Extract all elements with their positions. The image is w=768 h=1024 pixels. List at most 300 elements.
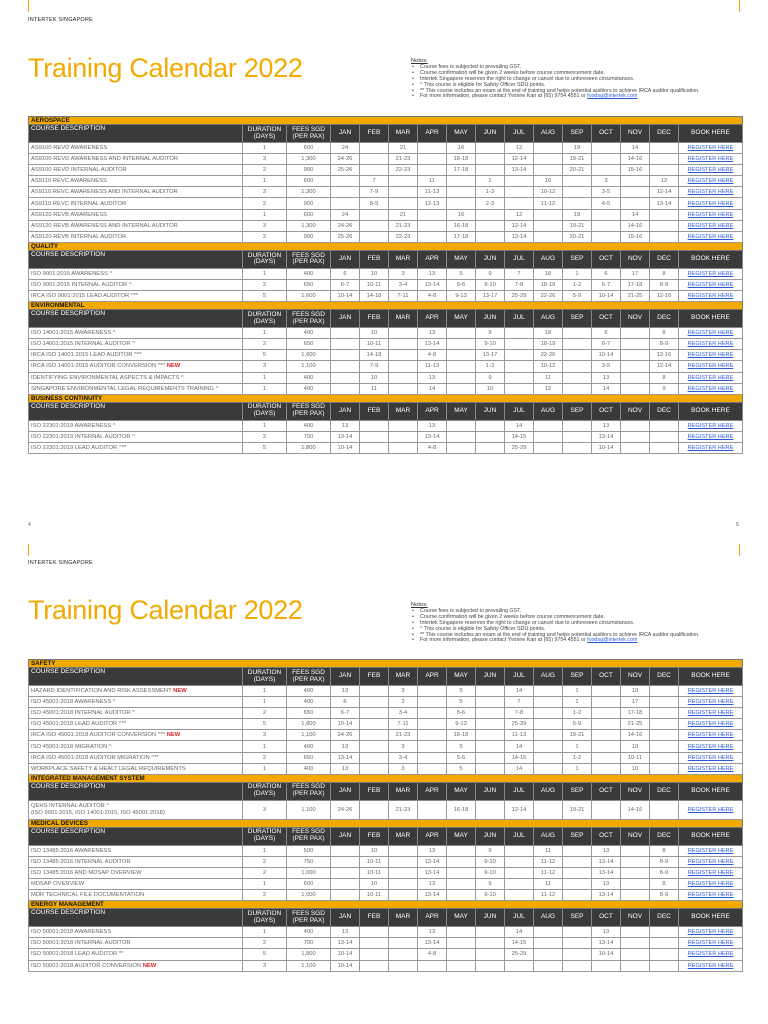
date-cell	[476, 154, 505, 165]
date-cell	[360, 708, 389, 719]
date-cell: 13	[418, 927, 447, 938]
register-link[interactable]: REGISTER HERE	[679, 800, 743, 819]
column-header-month: MAR	[389, 310, 418, 328]
register-link[interactable]: REGISTER HERE	[679, 927, 743, 938]
date-cell: 8-9	[650, 890, 679, 901]
register-link[interactable]: REGISTER HERE	[679, 697, 743, 708]
fee-cell: 1,300	[287, 154, 331, 165]
register-link[interactable]: REGISTER HERE	[679, 328, 743, 339]
column-header-course: COURSE DESCRIPTION	[29, 909, 243, 927]
date-cell: 17	[621, 268, 650, 279]
date-cell: 21	[389, 209, 418, 220]
register-link[interactable]: REGISTER HERE	[679, 708, 743, 719]
date-cell	[447, 176, 476, 187]
date-cell: 13	[418, 372, 447, 383]
column-header-row	[29, 827, 743, 845]
date-cell: 1	[476, 176, 505, 187]
duration-cell: 1	[243, 176, 287, 187]
date-cell	[389, 856, 418, 867]
page-number-right: 5	[736, 522, 739, 528]
date-cell: 5	[447, 763, 476, 774]
date-cell: 13-14	[418, 339, 447, 350]
fee-cell: 1,000	[287, 867, 331, 878]
date-cell	[592, 154, 621, 165]
date-cell: 25-29	[505, 949, 534, 960]
fee-cell: 1,300	[287, 220, 331, 231]
date-cell: 10-14	[592, 442, 621, 453]
column-header-course: COURSE DESCRIPTION	[29, 310, 243, 328]
date-cell	[505, 845, 534, 856]
date-cell	[650, 708, 679, 719]
column-header-month: APR	[418, 827, 447, 845]
date-cell: 7	[360, 176, 389, 187]
date-cell	[389, 383, 418, 394]
new-badge: NEW	[166, 732, 181, 739]
notes-item-text: ^ This course is eligible for Safety Officer SDU points.	[420, 81, 546, 88]
date-cell: 11-13	[418, 361, 447, 372]
date-cell	[447, 372, 476, 383]
date-cell: 10-14	[331, 442, 360, 453]
column-header-month: FEB	[360, 668, 389, 686]
date-cell	[476, 730, 505, 741]
course-name-text: ISO 14001:2015 AWARENESS ^	[31, 330, 116, 337]
date-cell: 16	[447, 143, 476, 154]
register-link[interactable]: REGISTER HERE	[679, 938, 743, 949]
register-link[interactable]: REGISTER HERE	[679, 856, 743, 867]
date-cell	[418, 730, 447, 741]
date-cell	[621, 442, 650, 453]
date-cell	[650, 420, 679, 431]
duration-cell: 1	[243, 420, 287, 431]
column-header-month: OCT	[592, 402, 621, 420]
date-cell: 13-14	[592, 431, 621, 442]
fee-cell: 600	[287, 176, 331, 187]
course-name	[29, 938, 243, 949]
date-cell	[534, 209, 563, 220]
date-cell: 5	[447, 268, 476, 279]
register-link[interactable]: REGISTER HERE	[679, 719, 743, 730]
date-cell	[418, 741, 447, 752]
course-name-text: AS9110 REVC AWARENESS	[31, 178, 107, 185]
fee-cell: 650	[287, 339, 331, 350]
date-cell	[360, 730, 389, 741]
duration-cell: 1	[243, 763, 287, 774]
date-cell	[360, 960, 389, 971]
date-cell	[621, 856, 650, 867]
date-cell: 14	[418, 383, 447, 394]
date-cell: 14-16	[621, 800, 650, 819]
column-header-month: APR	[418, 402, 447, 420]
duration-cell: 1	[243, 209, 287, 220]
table-row	[29, 291, 743, 302]
register-link[interactable]: REGISTER HERE	[679, 291, 743, 302]
date-cell: 3	[389, 763, 418, 774]
fee-cell: 650	[287, 708, 331, 719]
date-cell: 16-18	[447, 800, 476, 819]
course-name	[29, 220, 243, 231]
table-row	[29, 708, 743, 719]
course-name-text: IDENTIFYING ENVIRONMENTAL ASPECTS & IMPACTS ^	[31, 374, 184, 381]
date-cell	[476, 220, 505, 231]
table-row	[29, 154, 743, 165]
fee-cell: 400	[287, 328, 331, 339]
date-cell: 24-26	[331, 800, 360, 819]
date-cell	[563, 856, 592, 867]
date-cell	[476, 741, 505, 752]
fee-cell: 1,100	[287, 730, 331, 741]
date-cell	[505, 383, 534, 394]
date-cell: 13-14	[650, 198, 679, 209]
duration-cell: 5	[243, 949, 287, 960]
register-link[interactable]: REGISTER HERE	[679, 879, 743, 890]
date-cell	[534, 686, 563, 697]
register-link[interactable]: REGISTER HERE	[679, 949, 743, 960]
date-cell	[621, 176, 650, 187]
register-link[interactable]: REGISTER HERE	[679, 361, 743, 372]
date-cell	[621, 879, 650, 890]
date-cell	[563, 938, 592, 949]
notes-item-text: Course confirmation will be given 2 weeks before course commencement date.	[420, 613, 605, 620]
register-link[interactable]: REGISTER HERE	[679, 752, 743, 763]
section-title: MEDICAL DEVICES	[29, 819, 743, 827]
duration-cell: 1	[243, 697, 287, 708]
page-number-left: 4	[28, 522, 31, 528]
date-cell: 6	[592, 328, 621, 339]
course-name	[29, 383, 243, 394]
date-cell: 10	[621, 741, 650, 752]
course-name-text: ISO 45001:2018 LEAD AUDITOR ^**	[31, 721, 127, 728]
date-cell	[476, 143, 505, 154]
column-header-duration: DURATION (DAYS)	[243, 310, 287, 328]
register-link[interactable]: REGISTER HERE	[679, 279, 743, 290]
date-cell: 8	[650, 372, 679, 383]
date-cell: 13	[331, 420, 360, 431]
date-cell	[331, 856, 360, 867]
date-cell: 10	[360, 879, 389, 890]
column-header-fees: FEES SGD (PER PAX)	[287, 402, 331, 420]
table-row	[29, 176, 743, 187]
fee-cell: 400	[287, 697, 331, 708]
date-cell	[650, 960, 679, 971]
column-header-row	[29, 782, 743, 800]
column-header-month: FEB	[360, 310, 389, 328]
date-cell: 22-23	[389, 231, 418, 242]
course-name	[29, 697, 243, 708]
notes-item-text: ** This course includes an exam at the end of training and helps potential auditors to achieve IRCA auditor qualification.	[420, 631, 700, 638]
column-header-month: OCT	[592, 125, 621, 143]
course-name	[29, 420, 243, 431]
date-cell: 11	[360, 383, 389, 394]
column-header-month: DEC	[650, 250, 679, 268]
date-cell	[389, 198, 418, 209]
column-header-month: JUL	[505, 668, 534, 686]
date-cell	[447, 845, 476, 856]
column-header-month: JUN	[476, 827, 505, 845]
date-cell	[360, 949, 389, 960]
date-cell	[447, 361, 476, 372]
date-cell	[563, 383, 592, 394]
register-link[interactable]: REGISTER HERE	[679, 165, 743, 176]
contact-email-link[interactable]: foodsg@intertek.com	[587, 637, 638, 644]
date-cell	[418, 686, 447, 697]
register-link[interactable]: REGISTER HERE	[679, 372, 743, 383]
date-cell: 11-13	[505, 730, 534, 741]
course-name	[29, 361, 243, 372]
date-cell	[650, 220, 679, 231]
date-cell: 7-11	[389, 291, 418, 302]
register-link[interactable]: REGISTER HERE	[679, 686, 743, 697]
column-header-month: APR	[418, 782, 447, 800]
date-cell	[418, 231, 447, 242]
column-header-course: COURSE DESCRIPTION	[29, 782, 243, 800]
column-header-month: DEC	[650, 668, 679, 686]
register-link[interactable]: REGISTER HERE	[679, 198, 743, 209]
course-name-text: IRCA ISO 14001:2015 LEAD AUDITOR ^**	[31, 352, 142, 359]
column-header-month: JUL	[505, 402, 534, 420]
column-header-month: JAN	[331, 668, 360, 686]
date-cell: 13-14	[418, 431, 447, 442]
date-cell: 14	[621, 143, 650, 154]
date-cell: 9-10	[476, 867, 505, 878]
date-cell	[534, 800, 563, 819]
date-cell	[621, 339, 650, 350]
date-cell: 8	[650, 328, 679, 339]
section-title-row	[29, 117, 743, 125]
crop-mark	[28, 0, 29, 12]
register-link[interactable]: REGISTER HERE	[679, 763, 743, 774]
date-cell	[534, 960, 563, 971]
date-cell	[534, 165, 563, 176]
date-cell	[505, 890, 534, 901]
date-cell	[563, 176, 592, 187]
section-title-row	[29, 394, 743, 402]
register-link[interactable]: REGISTER HERE	[679, 339, 743, 350]
column-header-month: JAN	[331, 250, 360, 268]
register-link[interactable]: REGISTER HERE	[679, 268, 743, 279]
register-link[interactable]: REGISTER HERE	[679, 209, 743, 220]
notes-item-text: ** This course includes an exam at the end of training and helps potential auditors to achieve IRCA auditor qualification.	[420, 87, 700, 94]
page-title: Training Calendar 2022	[28, 595, 303, 625]
date-cell: 6-7	[331, 708, 360, 719]
register-link[interactable]: REGISTER HERE	[679, 431, 743, 442]
date-cell: 13	[331, 927, 360, 938]
date-cell	[650, 949, 679, 960]
contact-email-link[interactable]: foodsg@intertek.com	[587, 93, 638, 100]
section-title: INTEGRATED MANAGEMENT SYSTEM	[29, 774, 743, 782]
duration-cell: 2	[243, 890, 287, 901]
table-row	[29, 949, 743, 960]
duration-cell: 2	[243, 339, 287, 350]
fee-cell: 400	[287, 372, 331, 383]
register-link[interactable]: REGISTER HERE	[679, 220, 743, 231]
date-cell	[505, 328, 534, 339]
fee-cell: 400	[287, 420, 331, 431]
register-link[interactable]: REGISTER HERE	[679, 420, 743, 431]
column-header-month: SEP	[563, 125, 592, 143]
date-cell	[534, 220, 563, 231]
date-cell	[476, 800, 505, 819]
column-header-book: BOOK HERE	[679, 125, 743, 143]
column-header-month: JAN	[331, 827, 360, 845]
duration-cell: 2	[243, 198, 287, 209]
date-cell: 13-14	[418, 856, 447, 867]
column-header-course: COURSE DESCRIPTION	[29, 402, 243, 420]
table-row	[29, 856, 743, 867]
duration-cell: 2	[243, 231, 287, 242]
date-cell: 13	[592, 879, 621, 890]
fee-cell: 400	[287, 268, 331, 279]
register-link[interactable]: REGISTER HERE	[679, 741, 743, 752]
column-header-month: FEB	[360, 250, 389, 268]
date-cell: 11-13	[418, 187, 447, 198]
date-cell	[621, 187, 650, 198]
date-cell	[447, 960, 476, 971]
date-cell: 9	[650, 383, 679, 394]
register-link[interactable]: REGISTER HERE	[679, 845, 743, 856]
register-link[interactable]: REGISTER HERE	[679, 176, 743, 187]
course-name-text: MDR TECHNICAL FILE DOCUMENTATION	[31, 892, 145, 899]
date-cell: 1-3	[476, 187, 505, 198]
date-cell: 25-29	[505, 291, 534, 302]
section-title: ENERGY MANAGEMENT	[29, 901, 743, 909]
date-cell: 13-14	[418, 279, 447, 290]
column-header-month: MAR	[389, 125, 418, 143]
notes	[411, 603, 741, 644]
register-link[interactable]: REGISTER HERE	[679, 890, 743, 901]
date-cell: 12-16	[650, 291, 679, 302]
column-header-month: OCT	[592, 782, 621, 800]
column-header-month: JUN	[476, 402, 505, 420]
date-cell	[418, 719, 447, 730]
register-link[interactable]: REGISTER HERE	[679, 143, 743, 154]
date-cell	[621, 198, 650, 209]
section-title: QUALITY	[29, 242, 743, 250]
register-link[interactable]: REGISTER HERE	[679, 442, 743, 453]
date-cell	[447, 856, 476, 867]
section-title-row	[29, 901, 743, 909]
date-cell: 21-23	[389, 154, 418, 165]
date-cell	[592, 763, 621, 774]
date-cell	[418, 154, 447, 165]
fee-cell: 400	[287, 927, 331, 938]
column-header-month: SEP	[563, 310, 592, 328]
column-header-book: BOOK HERE	[679, 310, 743, 328]
column-header-month: JAN	[331, 125, 360, 143]
notes	[411, 59, 741, 100]
date-cell: 9	[476, 879, 505, 890]
register-link[interactable]: REGISTER HERE	[679, 154, 743, 165]
column-header-month: MAY	[447, 250, 476, 268]
date-cell	[360, 431, 389, 442]
date-cell: 12-14	[505, 220, 534, 231]
date-cell	[476, 949, 505, 960]
fee-cell: 1,100	[287, 361, 331, 372]
column-header-month: JUL	[505, 310, 534, 328]
duration-cell: 3	[243, 220, 287, 231]
notes-item-text: Course fees is subjected to prevailing GST.	[420, 63, 522, 70]
date-cell	[621, 949, 650, 960]
course-name-text: ISO 9001:2015 AWARENESS ^	[31, 270, 113, 277]
table-row	[29, 198, 743, 209]
date-cell: 5-6	[447, 752, 476, 763]
date-cell	[592, 741, 621, 752]
column-header-course: COURSE DESCRIPTION	[29, 668, 243, 686]
date-cell: 14	[505, 741, 534, 752]
date-cell: 13-14	[418, 867, 447, 878]
register-link[interactable]: REGISTER HERE	[679, 383, 743, 394]
column-header-fees: FEES SGD (PER PAX)	[287, 782, 331, 800]
date-cell: 12-14	[650, 361, 679, 372]
column-header-month: AUG	[534, 310, 563, 328]
register-link[interactable]: REGISTER HERE	[679, 231, 743, 242]
date-cell	[360, 165, 389, 176]
date-cell: 12	[505, 209, 534, 220]
fee-cell: 400	[287, 763, 331, 774]
date-cell	[505, 856, 534, 867]
date-cell	[360, 938, 389, 949]
column-header-month: DEC	[650, 909, 679, 927]
date-cell: 12-13	[418, 198, 447, 209]
date-cell	[476, 719, 505, 730]
date-cell	[621, 361, 650, 372]
date-cell: 8-9	[650, 339, 679, 350]
course-name	[29, 442, 243, 453]
date-cell: 14	[621, 209, 650, 220]
date-cell: 13	[418, 328, 447, 339]
fee-cell: 400	[287, 686, 331, 697]
date-cell	[505, 350, 534, 361]
date-cell	[476, 938, 505, 949]
date-cell: 13	[418, 845, 447, 856]
date-cell	[563, 361, 592, 372]
date-cell	[418, 800, 447, 819]
date-cell	[447, 431, 476, 442]
date-cell	[621, 350, 650, 361]
course-name-text: AS9100 REVD INTERNAL AUDITOR	[31, 167, 127, 174]
register-link[interactable]: REGISTER HERE	[679, 730, 743, 741]
register-link[interactable]: REGISTER HERE	[679, 350, 743, 361]
date-cell: 22-23	[389, 165, 418, 176]
course-name-text: IRCA ISO 45001:2018 AUDITOR MIGRATION ^**	[31, 754, 159, 761]
date-cell: 9	[476, 372, 505, 383]
table-row	[29, 879, 743, 890]
date-cell	[360, 154, 389, 165]
register-link[interactable]: REGISTER HERE	[679, 867, 743, 878]
course-name-text: QEHS INTERNAL AUDITOR ^	[31, 802, 110, 809]
fee-cell: 1,100	[287, 960, 331, 971]
register-link[interactable]: REGISTER HERE	[679, 960, 743, 971]
date-cell	[447, 927, 476, 938]
register-link[interactable]: REGISTER HERE	[679, 187, 743, 198]
column-header-month: SEP	[563, 402, 592, 420]
date-cell	[389, 867, 418, 878]
table-row	[29, 697, 743, 708]
column-header-duration: DURATION (DAYS)	[243, 909, 287, 927]
date-cell: 12-14	[505, 800, 534, 819]
table-row	[29, 431, 743, 442]
crop-mark	[739, 544, 740, 556]
date-cell: 3-4	[389, 279, 418, 290]
course-name-text: AS9120 REVB AWARENESS	[31, 211, 107, 218]
date-cell: 11-12	[534, 198, 563, 209]
date-cell: 10-11	[360, 279, 389, 290]
course-name	[29, 143, 243, 154]
date-cell: 16-18	[447, 730, 476, 741]
date-cell: 13	[592, 927, 621, 938]
date-cell	[563, 431, 592, 442]
table-row	[29, 845, 743, 856]
date-cell: 10	[360, 372, 389, 383]
